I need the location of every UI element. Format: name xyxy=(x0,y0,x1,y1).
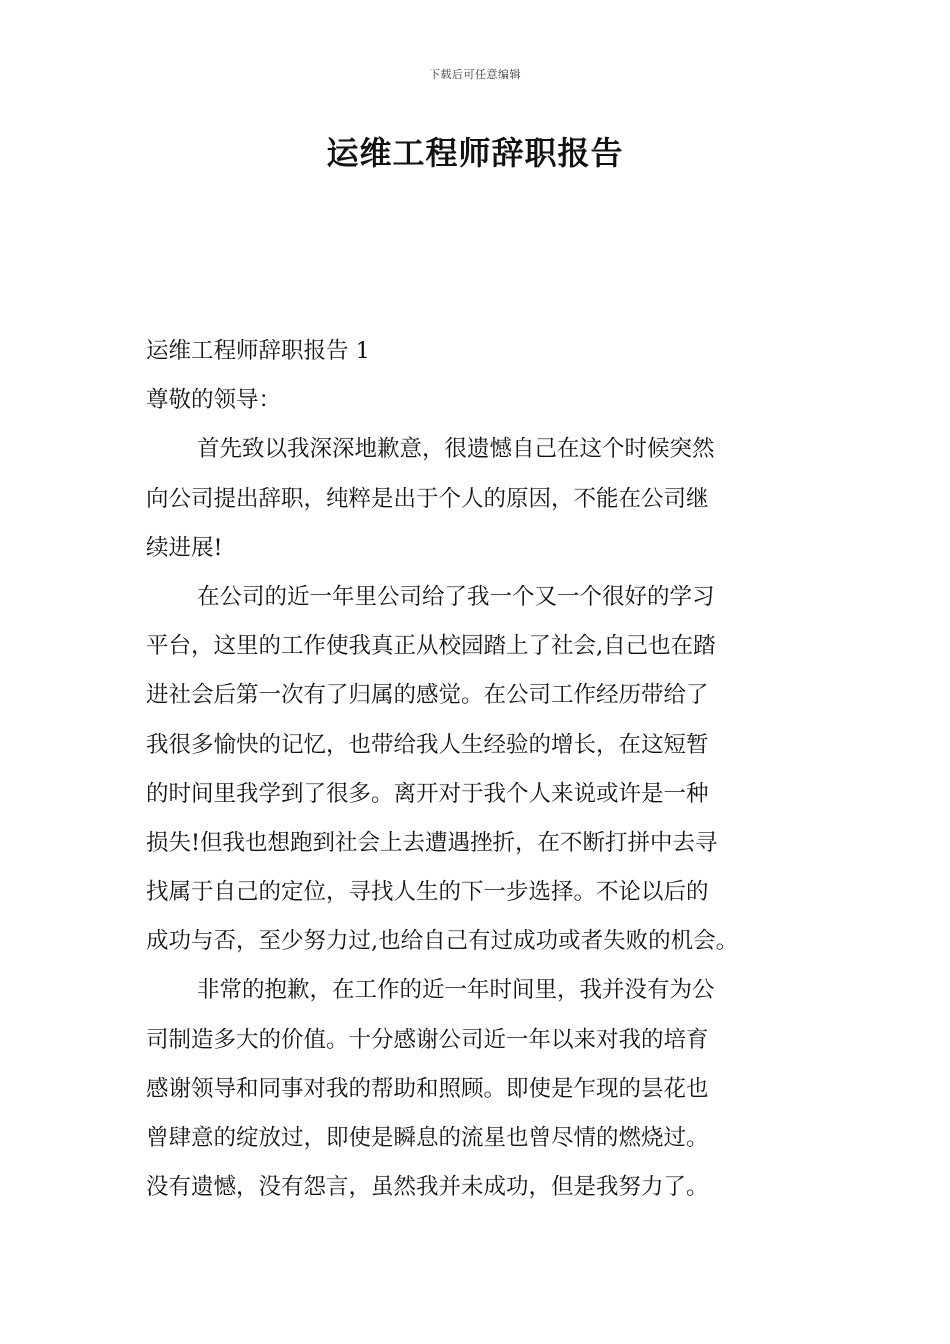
paragraph-line: 进社会后第一次有了归属的感觉。在公司工作经历带给了 xyxy=(146,682,709,709)
paragraph-line: 感谢领导和同事对我的帮助和照顾。即使是乍现的昙花也 xyxy=(146,1075,709,1102)
paragraph-line: 没有遗憾，没有怨言，虽然我并未成功，但是我努力了。 xyxy=(146,1174,709,1201)
paragraph-line: 找属于自己的定位，寻找人生的下一步选择。不论以后的 xyxy=(146,879,709,906)
paragraph-line: 平台，这里的工作使我真正从校园踏上了社会,自己也在踏 xyxy=(146,633,716,660)
paragraph-line: 损失!但我也想跑到社会上去遭遇挫折，在不断打拼中去寻 xyxy=(146,829,718,856)
paragraph-line: 的时间里我学到了很多。离开对于我个人来说或许是一种 xyxy=(146,780,709,807)
document-title: 运维工程师辞职报告 xyxy=(326,134,624,172)
paragraph-line: 我很多愉快的记忆，也带给我人生经验的增长，在这短暂 xyxy=(146,731,709,758)
paragraph-line: 向公司提出辞职，纯粹是出于个人的原因，不能在公司继 xyxy=(146,485,709,512)
document-body xyxy=(146,327,808,1212)
paragraph-line: 曾肆意的绽放过，即使是瞬息的流星也曾尽情的燃烧过。 xyxy=(146,1125,709,1151)
paragraph-line: 在公司的近一年里公司给了我一个又一个很好的学习 xyxy=(197,583,715,610)
paragraph-line: 非常的抱歉，在工作的近一年时间里，我并没有为公 xyxy=(197,977,715,1004)
paragraph-line: 司制造多大的价值。十分感谢公司近一年以来对我的培育 xyxy=(146,1026,709,1053)
section-heading: 运维工程师辞职报告 1 xyxy=(146,338,370,364)
paragraph-line: 首先致以我深深地歉意，很遗憾自己在这个时候突然 xyxy=(197,436,715,463)
paragraph-line: 续进展! xyxy=(146,534,223,561)
paragraph-line: 成功与否，至少努力过,也给自己有过成功或者失败的机会。 xyxy=(146,928,739,955)
header-note: 下载后可任意编辑 xyxy=(429,68,521,81)
salutation: 尊敬的领导： xyxy=(146,387,282,414)
